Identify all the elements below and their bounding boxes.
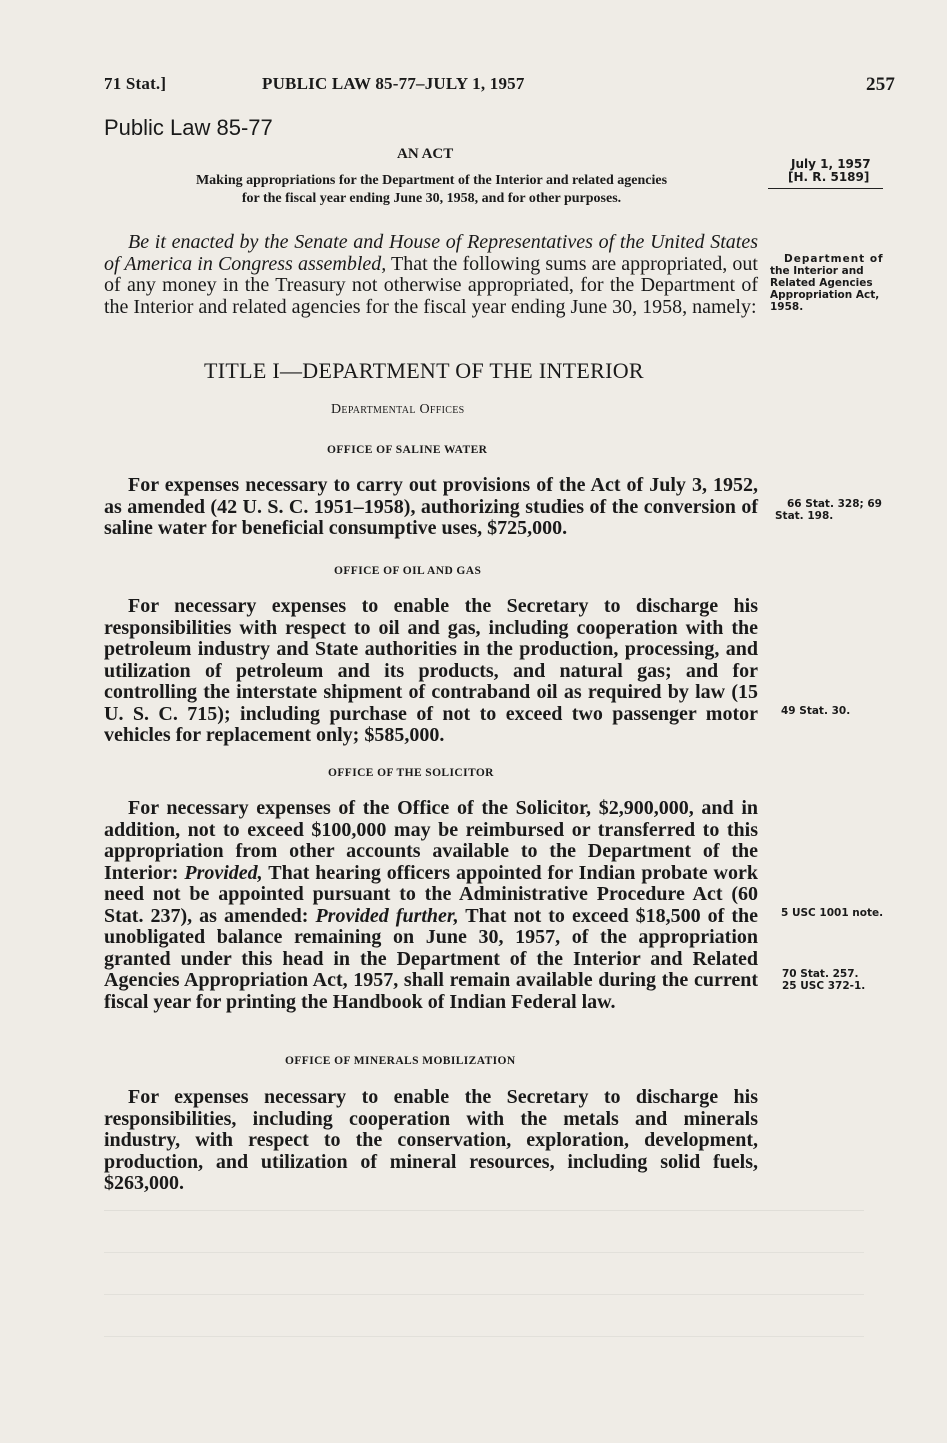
act-purpose bbox=[104, 172, 759, 208]
margin-act-title-line-2: the Interior and bbox=[770, 265, 864, 277]
section-heading-solicitor: OFFICE OF THE SOLICITOR bbox=[328, 767, 494, 779]
act-purpose-line-2: for the fiscal year ending June 30, 1958, and for other purposes. bbox=[241, 191, 622, 206]
section-text-oil-gas: For necessary expenses to enable the Secretary to discharge his responsibilities with respect to oil and gas, including cooperation with the petroleum industry and State authorities in the production, processing, and utilization of petroleum and its products, and natural gas; and for controlling the interstate shipment of contraband oil as required by law (15 U. S. C. 715); including purchase of not to exceed two passenger motor vehicles for replacement only; $585,000. bbox=[104, 595, 758, 746]
margin-act-title bbox=[770, 253, 910, 313]
enacting-clause bbox=[104, 232, 758, 318]
margin-saline-citation bbox=[775, 498, 915, 522]
margin-date: July 1, 1957 bbox=[791, 157, 871, 171]
margin-act-title-line-3: Related Agencies bbox=[770, 277, 873, 289]
page-number: 257 bbox=[866, 74, 896, 95]
margin-date-note bbox=[788, 158, 900, 189]
margin-act-title-line-5: 1958. bbox=[770, 301, 804, 313]
margin-rule bbox=[768, 188, 883, 189]
section-heading-saline: OFFICE OF SALINE WATER bbox=[327, 444, 488, 456]
margin-solicitor-stat-line-2: 25 USC 372-1. bbox=[782, 980, 866, 992]
section-text-solicitor bbox=[104, 798, 758, 1013]
section-heading-oil-gas: OFFICE OF OIL AND GAS bbox=[334, 565, 482, 577]
margin-saline-line-1: 66 Stat. 328; 69 bbox=[787, 498, 882, 510]
public-law-label: Public Law 85-77 bbox=[104, 115, 273, 140]
margin-bill-number: [H. R. 5189] bbox=[788, 170, 870, 184]
act-purpose-line-1: Making appropriations for the Department of the Interior and related agencies bbox=[195, 173, 668, 188]
subtitle-heading: Departmental Offices bbox=[331, 402, 465, 417]
section-text-saline: For expenses necessary to carry out provisions of the Act of July 3, 1952, as amended (42 U. S. C. 1951–1958), authorizing studies of the conversion of saline water for beneficial consumptive uses, $725,000. bbox=[104, 474, 758, 539]
solicitor-provided: Provided, bbox=[184, 861, 263, 884]
section-heading-minerals: OFFICE OF MINERALS MOBILIZATION bbox=[285, 1055, 516, 1067]
margin-solicitor-stat bbox=[782, 968, 902, 992]
section-text-minerals: For expenses necessary to enable the Secretary to discharge his responsibilities, including cooperation with the metals and minerals industry, with respect to the conservation, exploration, development, production, and utilization of mineral resources, including solid fuels, $263,000. bbox=[104, 1086, 758, 1194]
margin-solicitor-usc: 5 USC 1001 note. bbox=[781, 907, 884, 919]
statute-volume-ref: 71 Stat.] bbox=[104, 74, 167, 93]
bleed-through-texture bbox=[104, 1190, 864, 1410]
margin-saline-line-2: Stat. 198. bbox=[775, 510, 834, 522]
margin-solicitor-stat-line-1: 70 Stat. 257. bbox=[782, 968, 859, 980]
margin-act-title-line-1: Department of bbox=[784, 253, 884, 265]
solicitor-provided-further: Provided further, bbox=[315, 904, 459, 927]
margin-act-title-line-4: Appropriation Act, bbox=[770, 289, 880, 301]
enacting-text: That the following sums are appropriated, out of any money in the Treasury not otherwise appropriated, for the Department of the Interior and related agencies for the fiscal year ending June 30, 1958, namely: bbox=[104, 252, 758, 318]
act-heading: AN ACT bbox=[397, 146, 454, 162]
enacting-formula: Be it enacted by the Senate and House of Representatives of the United States of America in Congress assembled, bbox=[104, 231, 758, 275]
title-heading: TITLE I—DEPARTMENT OF THE INTERIOR bbox=[204, 358, 644, 383]
solicitor-text-a: For necessary expenses of the Office of the Solicitor, $2,900,000, and in addition, not to exceed $100,000 may be reimbursed or transferred to this appropriation from other accounts available to the Department of the Interior: bbox=[104, 797, 758, 884]
running-header: PUBLIC LAW 85-77–JULY 1, 1957 bbox=[262, 74, 525, 93]
solicitor-text-b: That hearing officers appointed for Indian probate work need not be appointed pursuant to the Administrative Procedure Act (60 Stat. 237), as amended: bbox=[104, 861, 758, 927]
margin-oil-citation: 49 Stat. 30. bbox=[781, 705, 851, 717]
solicitor-text-c: That not to exceed $18,500 of the unobligated balance remaining on June 30, 1957, of the appropriation granted under this head in the Department of the Interior and Related Agencies Appropriation Act, 1957, shall remain available during the current fiscal year for printing the Handbook of Indian Federal law. bbox=[104, 904, 758, 1013]
